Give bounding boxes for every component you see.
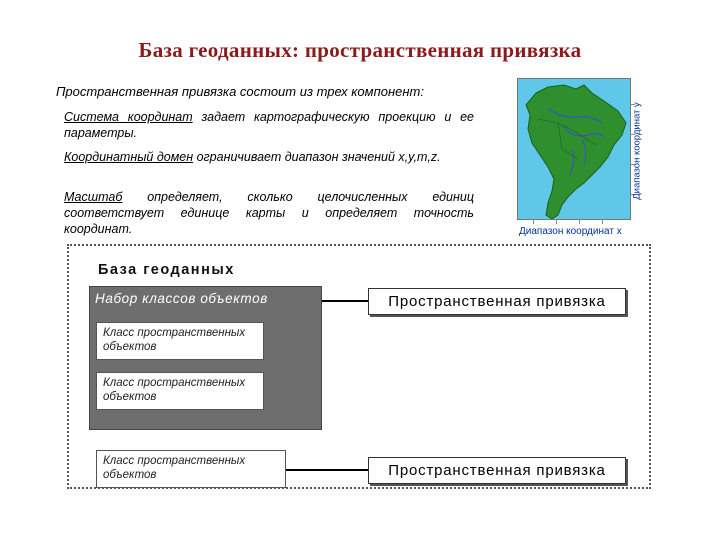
axis-tick xyxy=(556,219,557,224)
axis-tick xyxy=(579,219,580,224)
axis-tick xyxy=(602,219,603,224)
feature-class-box: Класс пространственных объектов xyxy=(96,322,264,360)
feature-class-box: Класс пространственных объектов xyxy=(96,372,264,410)
connector-line xyxy=(322,300,368,302)
spatial-reference-box: Пространственная привязка xyxy=(368,457,626,484)
bullet-text: ограничивает диапазон значений x,y,m,z. xyxy=(193,150,441,164)
bullet-coordinate-system xyxy=(64,109,474,141)
page-title: База геоданных: пространственная привязка xyxy=(138,38,582,62)
bullet-text: определяет, сколько целочисленных единиц соответствует единице карты и определяет точность координат. xyxy=(64,190,474,236)
bullet-term: Система координат xyxy=(64,110,193,124)
geodatabase-label: База геоданных xyxy=(98,262,235,278)
bullet-coordinate-domain xyxy=(64,149,474,165)
continent-shape xyxy=(526,85,626,219)
bullet-term: Масштаб xyxy=(64,190,123,204)
intro-text: Пространственная привязка состоит из трех компонент: xyxy=(56,84,424,99)
bullet-term: Координатный домен xyxy=(64,150,194,164)
bullet-scale xyxy=(64,189,474,237)
spatial-reference-box: Пространственная привязка xyxy=(368,288,626,315)
bullet-text: задает картографическую проекцию и ее параметры. xyxy=(64,110,475,140)
connector-line xyxy=(286,469,368,471)
axis-x-label: Диапазон координат х xyxy=(519,226,622,237)
south-america-map xyxy=(517,78,631,220)
axis-tick xyxy=(533,219,534,224)
feature-class-box: Класс пространственных объектов xyxy=(96,450,286,488)
axis-y-label: Диапазон координат у xyxy=(631,102,643,200)
feature-dataset-label: Набор классов объектов xyxy=(95,291,268,306)
